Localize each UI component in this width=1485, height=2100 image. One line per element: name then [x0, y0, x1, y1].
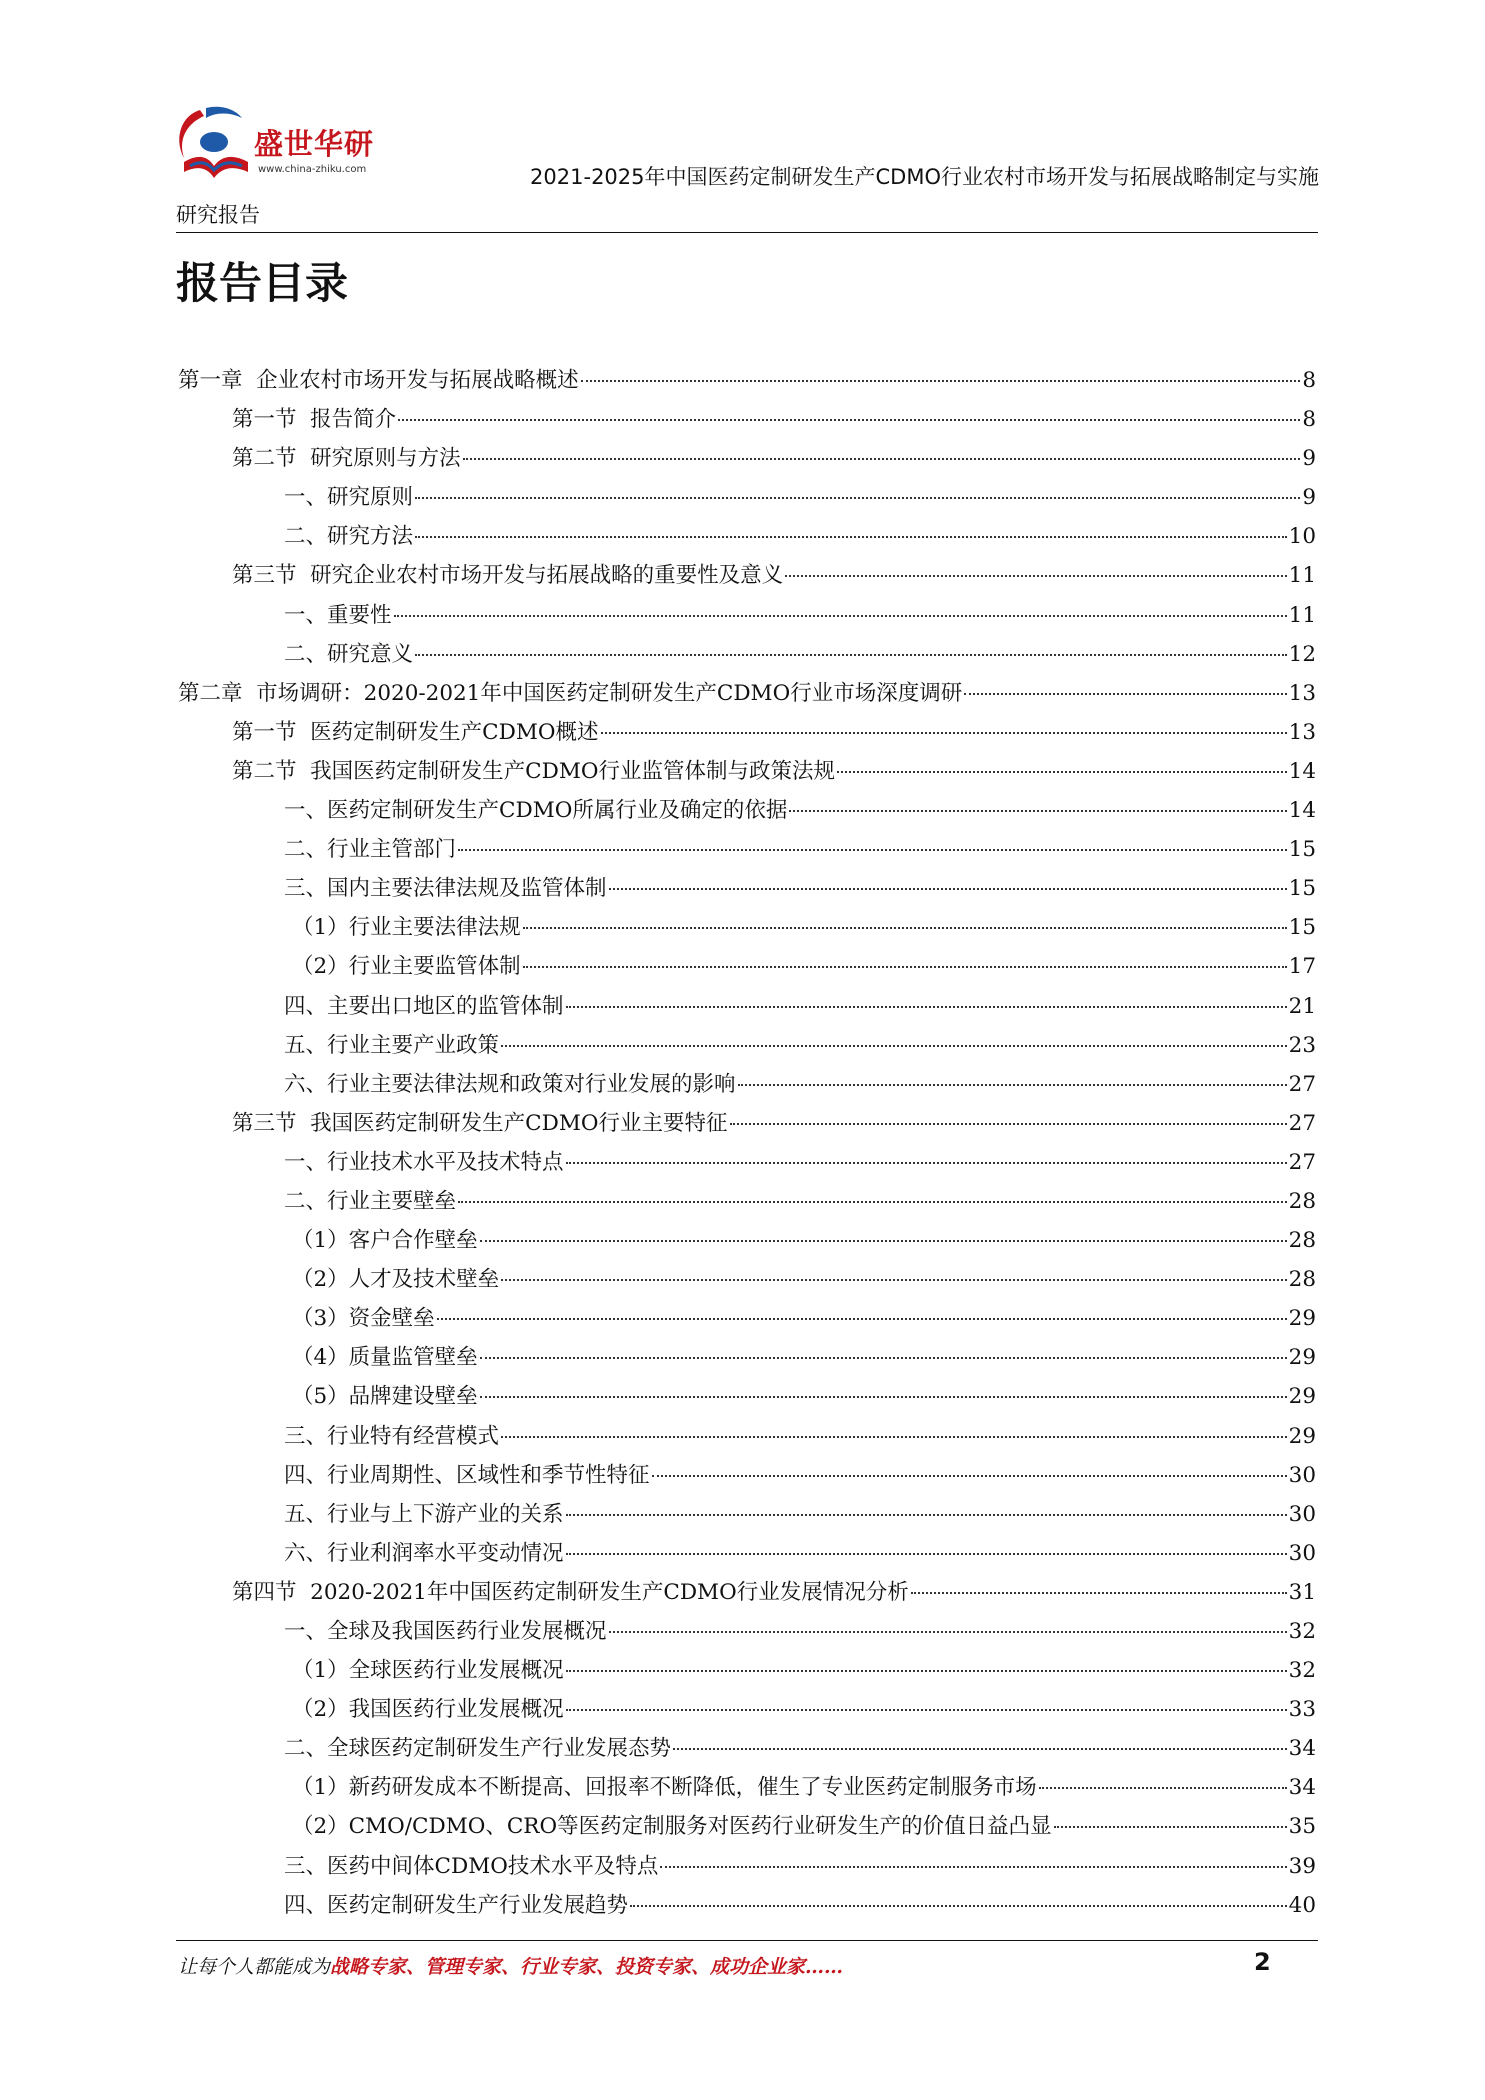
toc-entry[interactable] — [178, 754, 1316, 793]
toc-dot-leader — [398, 419, 1300, 421]
toc-dot-leader — [394, 615, 1287, 617]
toc-dot-leader — [660, 1866, 1286, 1868]
toc-entry-page: 34 — [1288, 1775, 1316, 1801]
toc-dot-leader — [415, 497, 1300, 499]
toc-dot-leader — [415, 654, 1287, 656]
toc-entry-label: 一、全球及我国医药行业发展概况 — [284, 1619, 607, 1644]
toc-entry-label: 第二节 研究原则与方法 — [232, 446, 461, 472]
toc-entry[interactable] — [178, 1731, 1316, 1770]
toc-entry[interactable] — [178, 441, 1316, 480]
toc-dot-leader — [566, 1162, 1287, 1164]
toc-dot-leader — [837, 771, 1287, 773]
toc-dot-leader — [566, 1709, 1287, 1711]
toc-entry-label: 二、研究方法 — [284, 524, 414, 550]
toc-entry-page: 35 — [1288, 1814, 1316, 1840]
toc-entry-label: （2）人才及技术壁垒 — [292, 1267, 500, 1293]
toc-entry-page: 11 — [1288, 563, 1316, 589]
toc-entry-label: （4）质量监管壁垒 — [292, 1345, 478, 1371]
toc-entry[interactable] — [178, 910, 1316, 949]
toc-entry-page: 31 — [1288, 1579, 1316, 1605]
toc-entry-label: 第二章 市场调研：2020-2021年中国医药定制研发生产CDMO行业市场深度调研 — [178, 680, 963, 706]
toc-entry-page: 13 — [1288, 719, 1316, 745]
toc-entry-label: 第一节 报告简介 — [232, 407, 397, 433]
toc-dot-leader — [911, 1592, 1287, 1594]
toc-entry-page: 13 — [1288, 680, 1316, 706]
toc-entry-label: 三、医药中间体CDMO技术水平及特点 — [284, 1853, 659, 1879]
toc-entry[interactable] — [178, 1106, 1316, 1145]
toc-entry-label: 六、行业主要法律法规和政策对行业发展的影响 — [284, 1071, 736, 1097]
footer-slogan-highlight: 战略专家、管理专家、行业专家、投资专家、成功企业家…… — [330, 1956, 844, 1978]
toc-entry[interactable] — [178, 1145, 1316, 1184]
toc-dot-leader — [652, 1475, 1287, 1477]
report-title: 2021-2025年中国医药定制研发生产CDMO行业农村市场开发与拓展战略制定与实施 — [530, 165, 1319, 189]
toc-entry-label: （1）全球医药行业发展概况 — [292, 1658, 564, 1684]
report-title-continued: 研究报告 — [176, 203, 260, 227]
toc-dot-leader — [501, 1436, 1287, 1438]
toc-entry[interactable] — [178, 1849, 1316, 1888]
header-divider — [176, 232, 1318, 233]
toc-entry-label: 第三节 研究企业农村市场开发与拓展战略的重要性及意义 — [232, 563, 784, 589]
toc-entry-page: 33 — [1288, 1697, 1316, 1723]
toc-entry-page: 28 — [1288, 1188, 1316, 1214]
toc-entry-label: 三、行业特有经营模式 — [284, 1423, 500, 1449]
toc-entry-label: 四、医药定制研发生产行业发展趋势 — [284, 1892, 629, 1918]
toc-entry[interactable] — [178, 1262, 1316, 1301]
toc-entry-page: 14 — [1288, 758, 1316, 784]
toc-dot-leader — [601, 732, 1287, 734]
toc-entry[interactable] — [178, 676, 1316, 715]
toc-entry[interactable] — [178, 363, 1316, 402]
toc-dot-leader — [964, 693, 1286, 695]
toc-entry-page: 14 — [1288, 798, 1316, 824]
toc-entry[interactable] — [178, 1184, 1316, 1223]
logo-emblem-icon — [170, 100, 254, 184]
toc-entry-page: 34 — [1288, 1736, 1316, 1762]
footer-slogan — [178, 1952, 843, 1979]
toc-entry-label: 一、重要性 — [284, 602, 392, 628]
toc-entry-page: 29 — [1288, 1306, 1316, 1332]
toc-entry-page: 23 — [1288, 1032, 1316, 1058]
toc-entry[interactable] — [178, 1458, 1316, 1497]
toc-entry-page: 28 — [1288, 1228, 1316, 1254]
toc-entry[interactable] — [178, 1692, 1316, 1731]
toc-entry-page: 15 — [1288, 876, 1316, 902]
toc-dot-leader — [673, 1748, 1287, 1750]
toc-entry[interactable] — [178, 402, 1316, 441]
toc-entry[interactable] — [178, 1419, 1316, 1458]
toc-entry-label: （1）行业主要法律法规 — [292, 915, 521, 941]
toc-entry-label: 第三节 我国医药定制研发生产CDMO行业主要特征 — [232, 1110, 728, 1136]
toc-entry[interactable] — [178, 949, 1316, 988]
toc-entry-page: 32 — [1288, 1658, 1316, 1684]
toc-dot-leader — [480, 1240, 1287, 1242]
footer-divider — [176, 1940, 1318, 1941]
toc-entry[interactable] — [178, 480, 1316, 519]
toc-entry[interactable] — [178, 1028, 1316, 1067]
toc-entry-page: 27 — [1288, 1149, 1316, 1175]
toc-entry[interactable] — [178, 519, 1316, 558]
toc-entry-label: 五、行业主要产业政策 — [284, 1032, 500, 1058]
toc-entry-page: 8 — [1302, 407, 1316, 433]
toc-entry-label: 一、行业技术水平及技术特点 — [284, 1149, 564, 1175]
toc-dot-leader — [630, 1905, 1287, 1907]
toc-entry-label: 第一节 医药定制研发生产CDMO概述 — [232, 719, 599, 745]
toc-dot-leader — [566, 1006, 1287, 1008]
toc-entry[interactable] — [178, 715, 1316, 754]
toc-dot-leader — [789, 810, 1286, 812]
toc-entry-page: 30 — [1288, 1462, 1316, 1488]
toc-dot-leader — [581, 380, 1301, 382]
toc-entry[interactable] — [178, 989, 1316, 1028]
toc-entry-page: 9 — [1302, 446, 1316, 472]
toc-entry-label: （2）CMO/CDMO、CRO等医药定制服务对医药行业研发生产的价值日益凸显 — [292, 1814, 1052, 1840]
toc-entry-page: 27 — [1288, 1110, 1316, 1136]
toc-entry-page: 9 — [1302, 485, 1316, 511]
toc-entry-label: 第二节 我国医药定制研发生产CDMO行业监管体制与政策法规 — [232, 758, 835, 784]
toc-entry-label: 第一章 企业农村市场开发与拓展战略概述 — [178, 368, 579, 393]
toc-entry-page: 21 — [1288, 993, 1316, 1019]
toc-entry[interactable] — [178, 1340, 1316, 1379]
toc-dot-leader — [463, 458, 1301, 460]
toc-dot-leader — [437, 1318, 1287, 1320]
page-heading: 报告目录 — [176, 259, 348, 309]
toc-entry-label: （3）资金壁垒 — [292, 1306, 435, 1332]
toc-dot-leader — [785, 575, 1286, 577]
toc-entry[interactable] — [178, 871, 1316, 910]
toc-dot-leader — [415, 536, 1287, 538]
toc-entry[interactable] — [178, 598, 1316, 637]
toc-dot-leader — [1054, 1826, 1287, 1828]
toc-entry-page: 15 — [1288, 915, 1316, 941]
toc-entry-page: 11 — [1288, 602, 1316, 628]
toc-dot-leader — [501, 1279, 1286, 1281]
toc-entry-page: 27 — [1288, 1071, 1316, 1097]
toc-entry[interactable] — [178, 832, 1316, 871]
toc-entry[interactable] — [178, 558, 1316, 597]
toc-entry-label: 四、主要出口地区的监管体制 — [284, 993, 564, 1019]
toc-entry[interactable] — [178, 1575, 1316, 1614]
toc-dot-leader — [738, 1084, 1287, 1086]
table-of-contents — [178, 363, 1316, 1927]
toc-dot-leader — [566, 1670, 1287, 1672]
toc-entry[interactable] — [178, 1067, 1316, 1106]
toc-entry[interactable] — [178, 1497, 1316, 1536]
toc-entry[interactable] — [178, 1614, 1316, 1653]
toc-entry-page: 15 — [1288, 837, 1316, 863]
toc-entry-label: （2）行业主要监管体制 — [292, 954, 521, 980]
toc-entry-label: （5）品牌建设壁垒 — [292, 1384, 478, 1410]
toc-entry-label: 三、国内主要法律法规及监管体制 — [284, 876, 607, 902]
toc-entry[interactable] — [178, 1809, 1316, 1848]
logo — [170, 100, 400, 190]
toc-entry-page: 17 — [1288, 954, 1316, 980]
toc-entry[interactable] — [178, 1770, 1316, 1809]
logo-url: www.china-zhiku.com — [258, 164, 367, 175]
toc-dot-leader — [566, 1514, 1287, 1516]
toc-dot-leader — [523, 927, 1287, 929]
toc-entry[interactable] — [178, 793, 1316, 832]
toc-entry-page: 29 — [1288, 1345, 1316, 1371]
toc-entry-page: 30 — [1288, 1501, 1316, 1527]
toc-entry-page: 12 — [1288, 641, 1316, 667]
toc-dot-leader — [566, 1553, 1287, 1555]
toc-dot-leader — [1039, 1787, 1287, 1789]
toc-entry-label: （1）客户合作壁垒 — [292, 1228, 478, 1254]
toc-dot-leader — [609, 1631, 1287, 1633]
page-number: 2 — [1254, 1948, 1271, 1976]
toc-entry-page: 30 — [1288, 1540, 1316, 1566]
toc-entry-label: 二、行业主管部门 — [284, 837, 457, 863]
footer-slogan-prefix: 让每个人都能成为 — [178, 1956, 331, 1978]
toc-entry-page: 10 — [1288, 524, 1316, 550]
toc-entry-page: 28 — [1288, 1267, 1316, 1293]
toc-entry-page: 40 — [1288, 1892, 1316, 1918]
logo-name: 盛世华研 — [254, 127, 375, 161]
toc-dot-leader — [458, 1201, 1287, 1203]
toc-dot-leader — [458, 849, 1287, 851]
toc-entry-label: 第四节 2020-2021年中国医药定制研发生产CDMO行业发展情况分析 — [232, 1579, 909, 1605]
toc-dot-leader — [480, 1396, 1287, 1398]
toc-entry-label: （2）我国医药行业发展概况 — [292, 1697, 564, 1723]
toc-entry[interactable] — [178, 1888, 1316, 1927]
toc-dot-leader — [730, 1123, 1287, 1125]
toc-entry-page: 29 — [1288, 1384, 1316, 1410]
toc-entry-label: 二、行业主要壁垒 — [284, 1188, 457, 1214]
toc-entry-label: （1）新药研发成本不断提高、回报率不断降低，催生了专业医药定制服务市场 — [292, 1775, 1037, 1801]
toc-entry-label: 四、行业周期性、区域性和季节性特征 — [284, 1462, 650, 1488]
toc-dot-leader — [523, 966, 1287, 968]
toc-entry-page: 8 — [1302, 368, 1316, 393]
toc-entry[interactable] — [178, 1536, 1316, 1575]
toc-entry-label: 一、医药定制研发生产CDMO所属行业及确定的依据 — [284, 798, 788, 824]
toc-entry-label: 二、研究意义 — [284, 641, 414, 667]
toc-entry[interactable] — [178, 1379, 1316, 1418]
toc-entry-label: 六、行业利润率水平变动情况 — [284, 1540, 564, 1566]
toc-dot-leader — [609, 888, 1287, 890]
toc-entry[interactable] — [178, 1301, 1316, 1340]
toc-entry[interactable] — [178, 637, 1316, 676]
toc-entry-label: 一、研究原则 — [284, 485, 414, 511]
toc-dot-leader — [501, 1045, 1287, 1047]
toc-entry[interactable] — [178, 1653, 1316, 1692]
toc-entry[interactable] — [178, 1223, 1316, 1262]
toc-entry-page: 39 — [1288, 1853, 1316, 1879]
toc-dot-leader — [480, 1357, 1287, 1359]
toc-entry-page: 32 — [1288, 1619, 1316, 1644]
toc-entry-page: 29 — [1288, 1423, 1316, 1449]
toc-entry-label: 二、全球医药定制研发生产行业发展态势 — [284, 1736, 672, 1762]
toc-entry-label: 五、行业与上下游产业的关系 — [284, 1501, 564, 1527]
